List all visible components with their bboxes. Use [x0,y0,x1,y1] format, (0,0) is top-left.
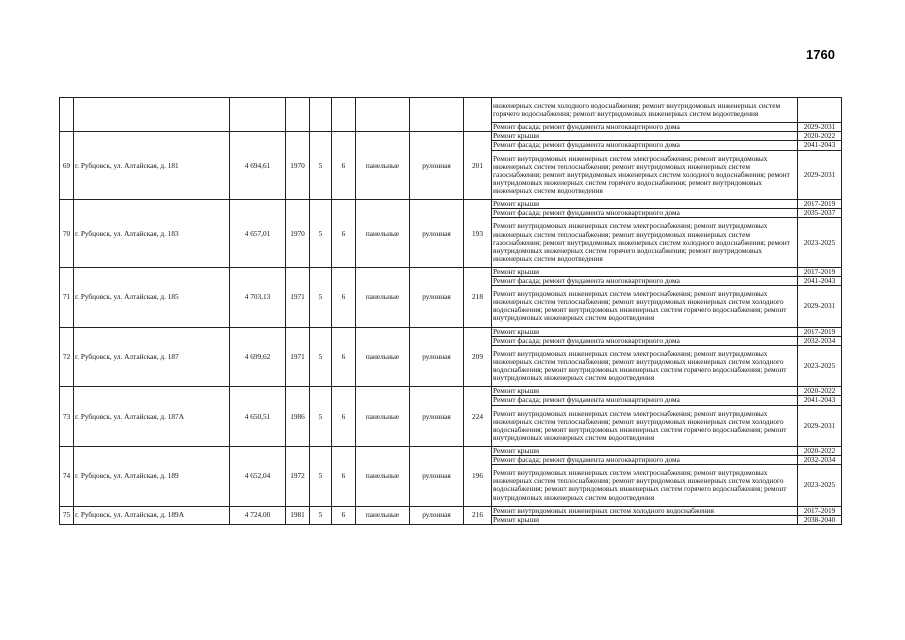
entrance-count: 6 [332,327,356,387]
roof-type: рулонная [410,200,464,268]
work-description: Ремонт крыши [492,200,798,209]
roof-type: рулонная [410,506,464,524]
work-description: Ремонт фасада; ремонт фундамента многоквартирного дома [492,336,798,345]
row-number-cell [60,98,74,132]
construction-year: 1970 [286,200,310,268]
work-period: 2035-2037 [798,209,842,218]
floor-count: 5 [310,132,332,200]
work-description: Ремонт фасада; ремонт фундамента многоквартирного дома [492,123,798,132]
work-description: Ремонт крыши [492,387,798,396]
work-description: Ремонт крыши [492,515,798,524]
work-description: Ремонт крыши [492,132,798,141]
work-description: инженерных систем холодного водоснабжения; ремонт внутридомовых инженерных систем горячего водоснабжения; ремонт внутридомовых инженерных систем водоотведения [492,98,798,123]
table-row [60,200,842,209]
entrance-count: 6 [332,387,356,447]
address: г. Рубцовск, ул. Алтайская, д. 189 [74,447,230,507]
table-row [60,506,842,515]
table-row [60,327,842,336]
total-area-cell [230,98,286,132]
work-period: 2023-2025 [798,345,842,387]
floor-count: 5 [310,506,332,524]
repair-schedule-table [59,97,842,525]
work-period: 2020-2022 [798,132,842,141]
floor-count: 5 [310,327,332,387]
work-period: 2029-2031 [798,286,842,328]
work-description: Ремонт крыши [492,267,798,276]
work-period: 2032-2034 [798,336,842,345]
total-area: 4 650,51 [230,387,286,447]
total-area: 4 652,04 [230,447,286,507]
row-number: 70 [60,200,74,268]
roof-type: рулонная [410,387,464,447]
row-number: 72 [60,327,74,387]
work-description: Ремонт крыши [492,327,798,336]
roof-type: рулонная [410,447,464,507]
row-number: 69 [60,132,74,200]
work-period: 2023-2025 [798,465,842,507]
address: г. Рубцовск, ул. Алтайская, д. 187 [74,327,230,387]
entrance-count-cell [332,98,356,132]
wall-material: панельные [356,447,410,507]
roof-type: рулонная [410,327,464,387]
apartment-count-cell [464,98,492,132]
work-period: 2041-2043 [798,396,842,405]
wall-material: панельные [356,327,410,387]
work-period: 2023-2025 [798,218,842,268]
entrance-count: 6 [332,267,356,327]
work-description: Ремонт внутридомовых инженерных систем электроснабжения; ремонт внутридомовых инженерных систем теплоснабжения; ремонт внутридомовых инженерных систем газоснабжения; ремонт внутридомовых инженерных систем холодного водоснабжения; ремонт внутридомовых инженерных систем горячего водоснабжения; ремонт внутридомовых инженерных систем водоотведения [492,218,798,268]
floor-count: 5 [310,447,332,507]
work-description: Ремонт внутридомовых инженерных систем электроснабжения; ремонт внутридомовых инженерных систем теплоснабжения; ремонт внутридомовых инженерных систем газоснабжения; ремонт внутридомовых инженерных систем холодного водоснабжения; ремонт внутридомовых инженерных систем горячего водоснабжения; ремонт внутридомовых инженерных систем водоотведения [492,150,798,200]
work-description: Ремонт фасада; ремонт фундамента многоквартирного дома [492,277,798,286]
work-period: 2038-2040 [798,515,842,524]
table-row [60,132,842,141]
table-row [60,267,842,276]
work-description: Ремонт фасада; ремонт фундамента многоквартирного дома [492,209,798,218]
work-period [798,98,842,123]
work-period: 2017-2019 [798,267,842,276]
floor-count: 5 [310,200,332,268]
work-description: Ремонт внутридомовых инженерных систем электроснабжения; ремонт внутридомовых инженерных систем теплоснабжения; ремонт внутридомовых инженерных систем холодного водоснабжения; ремонт внутридомовых инженерных систем горячего водоснабжения; ремонт внутридомовых инженерных систем водоотведения [492,465,798,507]
apartment-count: 216 [464,506,492,524]
work-period: 2017-2019 [798,200,842,209]
entrance-count: 6 [332,506,356,524]
construction-year: 1972 [286,447,310,507]
construction-year: 1971 [286,267,310,327]
work-description: Ремонт внутридомовых инженерных систем электроснабжения; ремонт внутридомовых инженерных систем теплоснабжения; ремонт внутридомовых инженерных систем холодного водоснабжения; ремонт внутридомовых инженерных систем горячего водоснабжения; ремонт внутридомовых инженерных систем водоотведения [492,405,798,447]
table-body [60,98,842,525]
wall-material-cell [356,98,410,132]
work-period: 2029-2031 [798,405,842,447]
work-description: Ремонт крыши [492,447,798,456]
apartment-count: 201 [464,132,492,200]
wall-material: панельные [356,267,410,327]
roof-type-cell [410,98,464,132]
construction-year-cell [286,98,310,132]
apartment-count: 218 [464,267,492,327]
total-area: 4 724,00 [230,506,286,524]
work-description: Ремонт фасада; ремонт фундамента многоквартирного дома [492,396,798,405]
apartment-count: 209 [464,327,492,387]
construction-year: 1971 [286,327,310,387]
table-row [60,447,842,456]
entrance-count: 6 [332,200,356,268]
address: г. Рубцовск, ул. Алтайская, д. 183 [74,200,230,268]
total-area: 4 703,13 [230,267,286,327]
work-period: 2032-2034 [798,456,842,465]
apartment-count: 193 [464,200,492,268]
apartment-count: 224 [464,387,492,447]
roof-type: рулонная [410,132,464,200]
address: г. Рубцовск, ул. Алтайская, д. 189А [74,506,230,524]
construction-year: 1970 [286,132,310,200]
address-cell [74,98,230,132]
row-number: 74 [60,447,74,507]
work-period: 2017-2019 [798,327,842,336]
total-area: 4 699,62 [230,327,286,387]
address: г. Рубцовск, ул. Алтайская, д. 185 [74,267,230,327]
address: г. Рубцовск, ул. Алтайская, д. 181 [74,132,230,200]
total-area: 4 657,01 [230,200,286,268]
construction-year: 1986 [286,387,310,447]
wall-material: панельные [356,200,410,268]
apartment-count: 196 [464,447,492,507]
total-area: 4 694,61 [230,132,286,200]
wall-material: панельные [356,506,410,524]
roof-type: рулонная [410,267,464,327]
row-number: 75 [60,506,74,524]
row-number: 73 [60,387,74,447]
work-period: 2020-2022 [798,387,842,396]
work-period: 2020-2022 [798,447,842,456]
table-row [60,387,842,396]
floor-count: 5 [310,267,332,327]
work-period: 2029-2031 [798,150,842,200]
work-description: Ремонт фасада; ремонт фундамента многоквартирного дома [492,141,798,150]
floor-count-cell [310,98,332,132]
table-row [60,98,842,123]
work-description: Ремонт фасада; ремонт фундамента многоквартирного дома [492,456,798,465]
work-period: 2029-2031 [798,123,842,132]
wall-material: панельные [356,132,410,200]
address: г. Рубцовск, ул. Алтайская, д. 187А [74,387,230,447]
work-period: 2041-2043 [798,141,842,150]
wall-material: панельные [356,387,410,447]
entrance-count: 6 [332,447,356,507]
construction-year: 1981 [286,506,310,524]
work-period: 2041-2043 [798,277,842,286]
row-number: 71 [60,267,74,327]
page-number: 1760 [806,47,835,62]
work-description: Ремонт внутридомовых инженерных систем холодного водоснабжения [492,506,798,515]
work-period: 2017-2019 [798,506,842,515]
entrance-count: 6 [332,132,356,200]
work-description: Ремонт внутридомовых инженерных систем электроснабжения; ремонт внутридомовых инженерных систем теплоснабжения; ремонт внутридомовых инженерных систем холодного водоснабжения; ремонт внутридомовых инженерных систем горячего водоснабжения; ремонт внутридомовых инженерных систем водоотведения [492,286,798,328]
floor-count: 5 [310,387,332,447]
work-description: Ремонт внутридомовых инженерных систем электроснабжения; ремонт внутридомовых инженерных систем теплоснабжения; ремонт внутридомовых инженерных систем холодного водоснабжения; ремонт внутридомовых инженерных систем горячего водоснабжения; ремонт внутридомовых инженерных систем водоотведения [492,345,798,387]
